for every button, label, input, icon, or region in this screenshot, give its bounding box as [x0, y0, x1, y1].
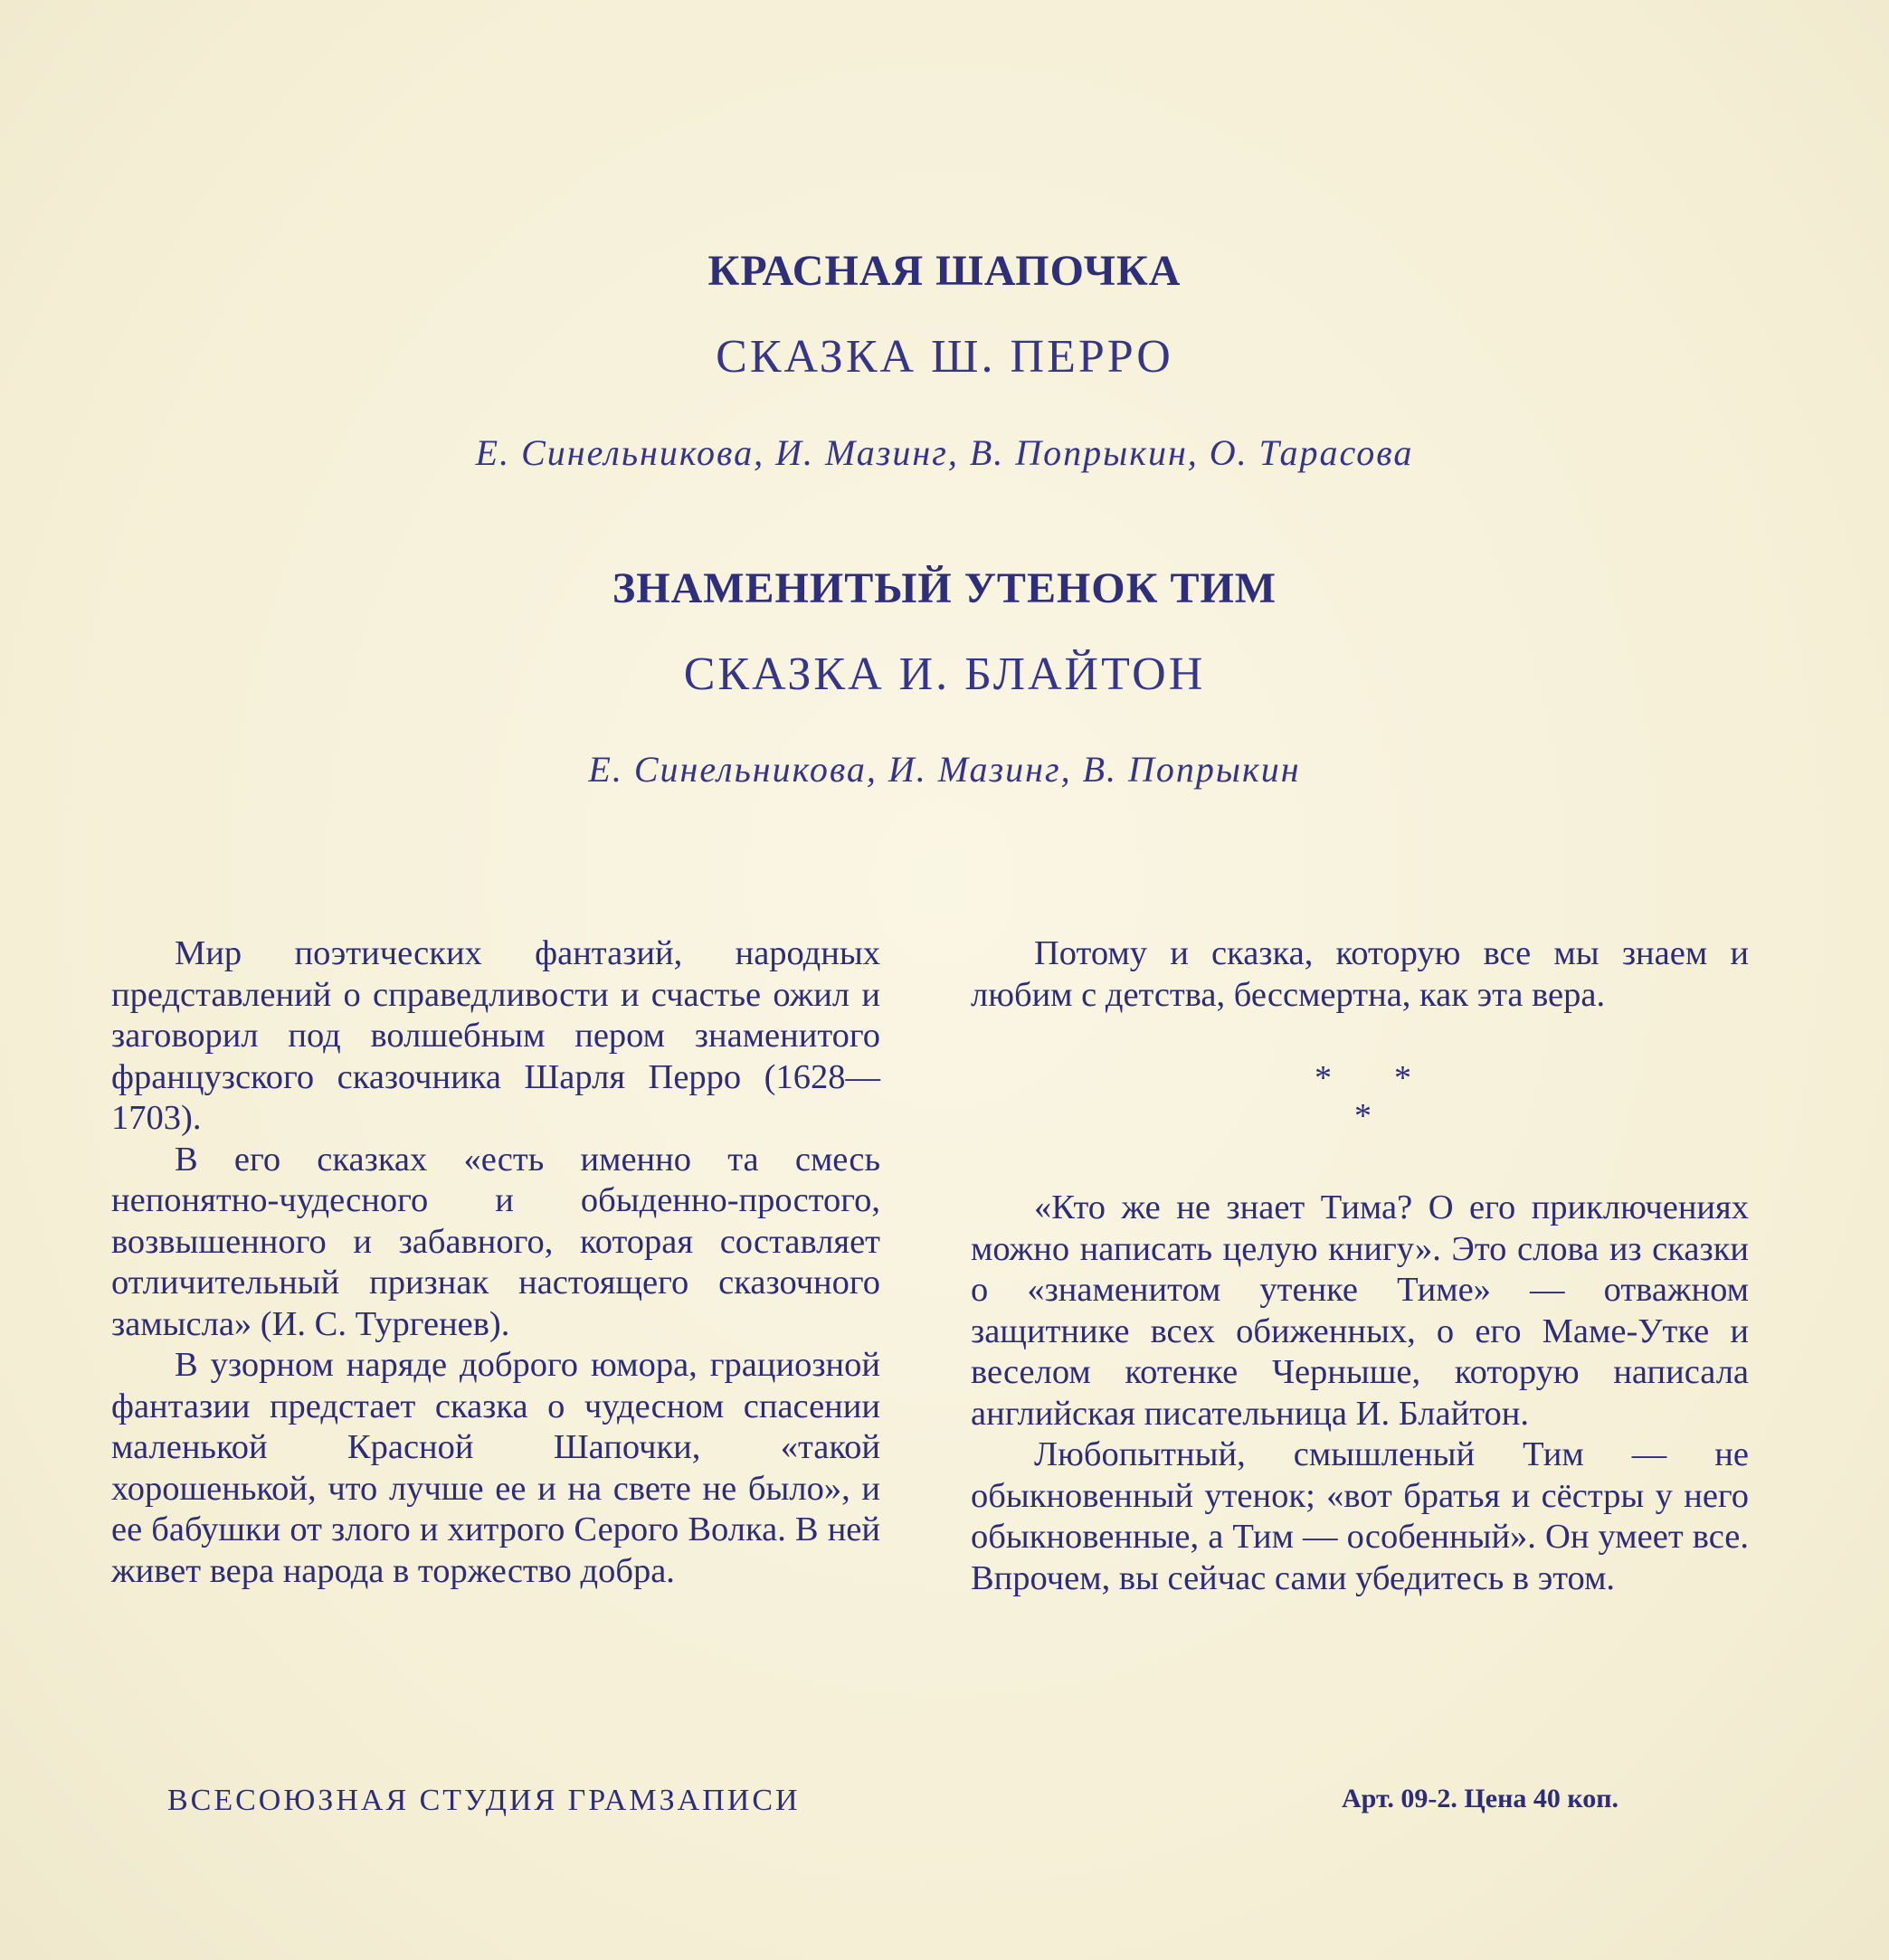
asterism: [971, 1016, 1749, 1188]
price-label: Арт. 09-2. Цена 40 коп.: [1342, 1784, 1619, 1813]
title-utenok-tim: ЗНАМЕНИТЫЙ УТЕНОК ТИМ: [612, 564, 1277, 612]
publisher-label: ВСЕСОЮЗНАЯ СТУДИЯ ГРАМЗАПИСИ: [167, 1784, 801, 1817]
paragraph: В его сказках «есть именно та смесь непонятно-чудесного и обыденно-простого, возвышенного и забавного, которая составляет отличительный признак настоящего сказочного замысла» (И. С. Тургенев).: [111, 1140, 880, 1343]
asterism-star: *: [1315, 1059, 1332, 1097]
paragraph: Любопытный, смышленый Тим — не обыкновенный утенок; «вот братья и сёстры у него обыкновенные, а Тим — особенный». Он умеет все. Впрочем, вы сейчас сами убедитесь в этом.: [971, 1435, 1749, 1597]
paragraph: Мир поэтических фантазий, народных представлений о справедливости и счастье ожил и заговорил под волшебным пером знаменитого французского сказочника Шарля Перро (1628—1703).: [111, 934, 880, 1137]
subtitle-blyton: СКАЗКА И. БЛАЙТОН: [683, 649, 1206, 700]
asterism-star: *: [1354, 1097, 1372, 1135]
right-column: [971, 933, 1749, 1599]
paragraph: В узорном наряде доброго юмора, грациозной фантазии предстает сказка о чудесном спасении маленькой Красной Шапочки, «такой хорошенькой, что лучше ее и на свете не было», и ее бабушки от злого и хитрого Серого Волка. В ней живет вера народа в торжество добра.: [111, 1346, 880, 1590]
left-column: [111, 933, 880, 1592]
cast-list-2: Е. Синельникова, И. Мазинг, В. Попрыкин: [588, 749, 1301, 790]
title-krasnaya-shapochka: КРАСНАЯ ШАПОЧКА: [707, 247, 1182, 295]
subtitle-perrault: СКАЗКА Ш. ПЕРРО: [716, 331, 1173, 383]
paragraph: Потому и сказка, которую все мы знаем и любим с детства, бессмертна, как эта вера.: [971, 934, 1749, 1014]
asterism-star: *: [1394, 1059, 1411, 1097]
paragraph: «Кто же не знает Тима? О его приключениях можно написать целую книгу». Это слова из сказки о «знаменитом утенке Тиме» — отважном защитнике всех обиженных, о его Маме-Утке и веселом котенке Черныше, которую написала английская писательница И. Блайтон.: [971, 1188, 1749, 1433]
cast-list-1: Е. Синельникова, И. Мазинг, В. Попрыкин, О. Тарасова: [475, 432, 1414, 473]
